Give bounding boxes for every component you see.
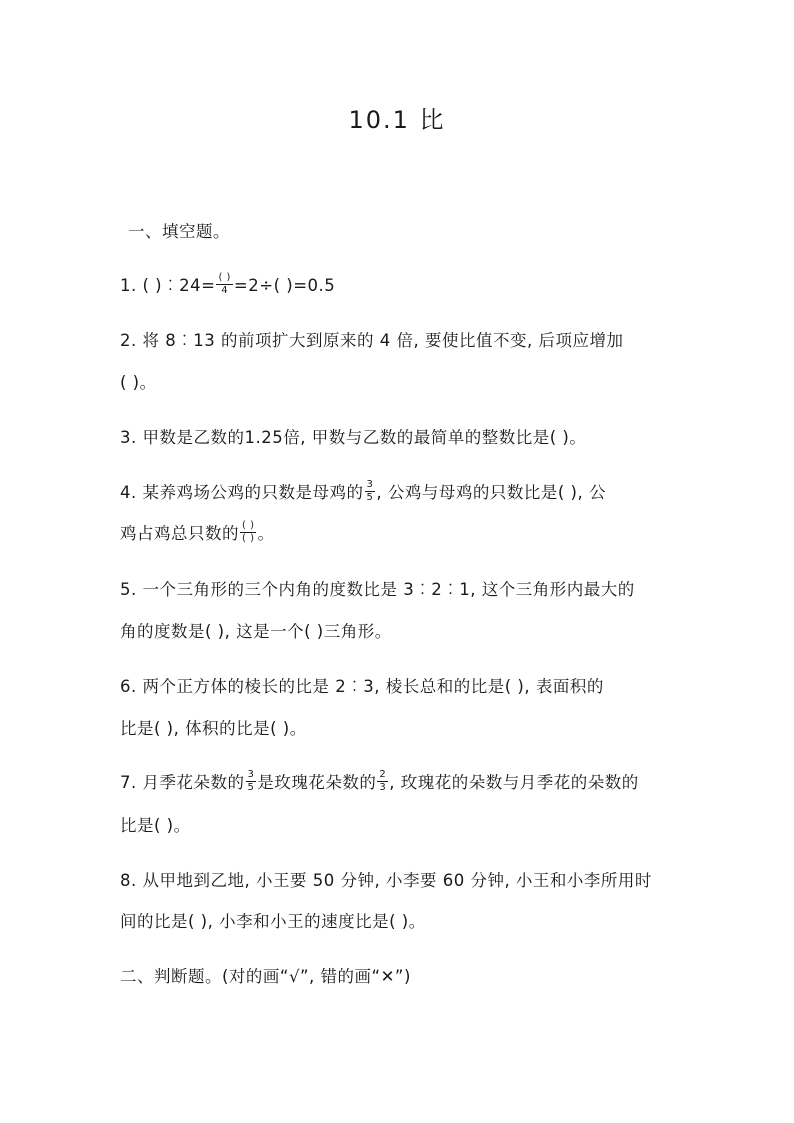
question-7-line-2: 比是( )。: [120, 816, 191, 835]
question-4-line-1: [120, 479, 606, 505]
question-5-line-2: 角的度数是( ), 这是一个( )三角形。: [120, 622, 392, 641]
question-6-line-2: 比是( ), 体积的比是( )。: [120, 719, 307, 738]
fraction-denominator: 5: [366, 492, 374, 503]
fraction-denominator: 3: [379, 782, 387, 793]
question-2-line-1: 2. 将 8︰13 的前项扩大到原来的 4 倍, 要使比值不变, 后项应增加: [120, 331, 624, 350]
fraction-numerator: ( ): [242, 520, 255, 531]
question-1-text-b: =2÷( )=0.5: [233, 276, 336, 295]
question-7-text-a: 7. 月季花朵数的: [120, 773, 245, 792]
fraction-denominator: 5: [247, 782, 255, 793]
fraction-numerator: ( ): [218, 272, 231, 283]
question-8-line-1: 8. 从甲地到乙地, 小王要 50 分钟, 小李要 60 分钟, 小王和小李所用时: [120, 871, 652, 890]
section-heading-fill-in: 一、填空题。: [128, 222, 230, 241]
fraction-numerator: 2: [379, 769, 387, 780]
question-3: 3. 甲数是乙数的1.25倍, 甲数与乙数的最简单的整数比是( )。: [120, 428, 587, 447]
question-4-text-b: , 公鸡与母鸡的只数比是( ), 公: [376, 483, 606, 502]
page-title: 10.1 比: [348, 106, 446, 134]
fraction-denominator: 4: [221, 285, 229, 296]
question-4-line-2: [120, 520, 274, 546]
question-5-line-1: 5. 一个三角形的三个内角的度数比是 3︰2︰1, 这个三角形内最大的: [120, 580, 635, 599]
question-8-line-2: 间的比是( ), 小李和小王的速度比是( )。: [120, 912, 426, 931]
fraction-numerator: 3: [247, 769, 255, 780]
question-4-answer-fraction: [240, 521, 256, 544]
fraction-numerator: 3: [366, 479, 374, 490]
question-1-fraction: [216, 273, 232, 296]
section-heading-true-false: 二、判断题。(对的画“√”, 错的画“✕”): [120, 967, 411, 986]
question-4-text-d: 。: [257, 524, 275, 543]
question-4-fraction: [365, 480, 376, 503]
question-1-text-a: 1. ( )︰24=: [120, 276, 216, 295]
question-7-text-c: , 玫瑰花的朵数与月季花的朵数的: [389, 773, 639, 792]
question-7-text-b: 是玫瑰花朵数的: [257, 773, 377, 792]
question-2-line-2: ( )。: [120, 373, 157, 392]
fraction-denominator: ( ): [242, 533, 255, 544]
question-7-fraction-2: [377, 770, 388, 793]
question-4-text-a: 4. 某养鸡场公鸡的只数是母鸡的: [120, 483, 364, 502]
question-7-line-1: [120, 769, 639, 795]
question-4-text-c: 鸡占鸡总只数的: [120, 524, 239, 543]
question-7-fraction-1: [246, 770, 257, 793]
question-1: [120, 272, 335, 298]
question-6-line-1: 6. 两个正方体的棱长的比是 2︰3, 棱长总和的比是( ), 表面积的: [120, 677, 604, 696]
